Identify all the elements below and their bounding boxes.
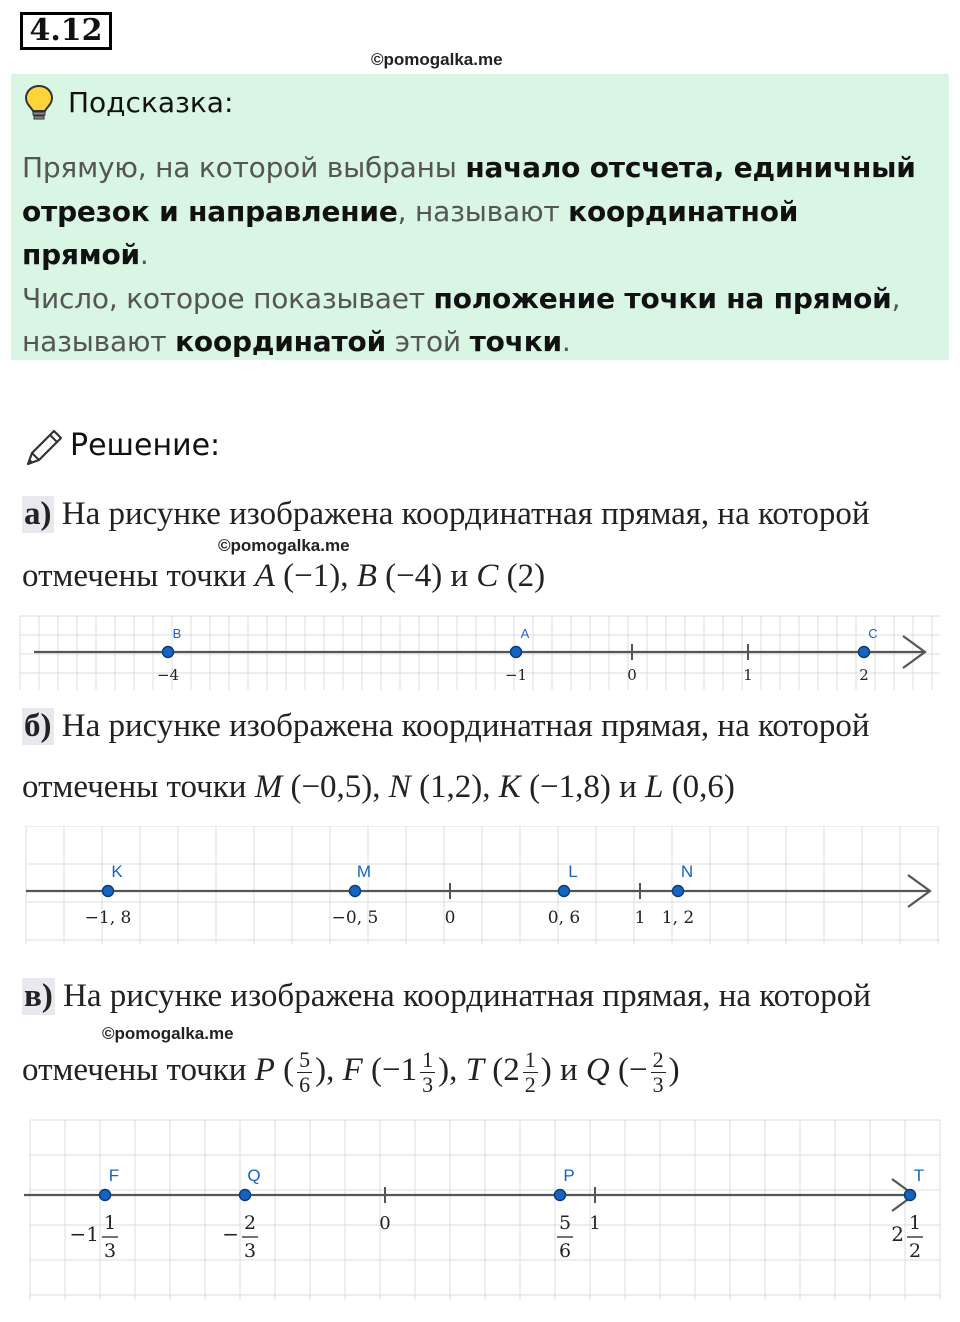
coord-label: −1 (504, 666, 528, 684)
point-q (239, 1190, 250, 1201)
point-label-c: C (868, 626, 878, 641)
tick-label: 0 (627, 666, 637, 684)
point-f (100, 1190, 111, 1201)
part-a-label: а) (24, 496, 52, 532)
task-number: 4.12 (20, 12, 112, 50)
point-l (559, 886, 570, 897)
tick-label: 1 (743, 666, 753, 684)
tick-label: 0 (379, 1213, 391, 1234)
watermark: ©pomogalka.me (371, 50, 503, 69)
coord-label: −0, 5 (331, 908, 379, 928)
coord-label: − (222, 1222, 239, 1246)
point-label-t: T (913, 1166, 925, 1185)
hint-title: Подсказка: (68, 86, 234, 119)
part-a-line1: а) На рисунке изображена координатная прямая, на которой (24, 496, 870, 532)
coord-num: 1 (103, 1212, 117, 1234)
point-label-q: Q (247, 1166, 261, 1185)
solution-title: Решение: (70, 428, 221, 463)
watermark: ©pomogalka.me (102, 1024, 234, 1043)
lightbulb-icon (24, 84, 54, 122)
coord-num: 5 (558, 1212, 572, 1234)
point-label-k: K (111, 862, 123, 881)
point-label-a: A (520, 626, 530, 641)
tick-label: 1 (634, 908, 646, 928)
part-c-label: в) (24, 978, 53, 1014)
part-c-line1: в) На рисунке изображена координатная прямая, на которой (24, 978, 871, 1014)
coord-label: 2 (891, 1222, 904, 1246)
coord-label: 1, 2 (661, 908, 695, 928)
number-line-a (0, 612, 960, 690)
point-label-p: P (563, 1166, 575, 1185)
point-label-b: B (172, 626, 182, 641)
point-k (103, 886, 114, 897)
point-label-m: M (356, 862, 372, 881)
point-m (350, 886, 361, 897)
point-label-n: N (680, 862, 694, 881)
part-b-line1: б) На рисунке изображена координатная прямая, на которой (24, 708, 870, 744)
part-a-line2: отмечены точки A (−1), B (−4) и C (2) (22, 558, 546, 594)
watermark: ©pomogalka.me (218, 536, 350, 555)
hint-text: Прямую, на которой выбраны начало отсчета, единичный отрезок и направление, называют координатной прямой. Число, которое показывает положение точки на прямой, называют координатой этой точки. (22, 151, 916, 358)
coord-label: −4 (156, 666, 180, 684)
coord-label: −1 (69, 1222, 100, 1246)
part-b-label: б) (24, 708, 52, 744)
coord-num: 1 (908, 1212, 922, 1234)
point-p (554, 1190, 565, 1201)
point-label-f: F (108, 1166, 120, 1185)
coord-den: 2 (908, 1240, 922, 1262)
coord-label: 0, 6 (547, 908, 581, 928)
coord-label: −1, 8 (84, 908, 132, 928)
coord-num: 2 (243, 1212, 257, 1234)
coord-den: 3 (243, 1240, 257, 1262)
part-c-line2: отмечены точки P ( $\frac{5}{6}$ ), F (−1 $\frac{1}{3}$ ), T (2 $\frac{1}{2}$ ) и Q (− $\frac{2}{3}$ ) (22, 1047, 680, 1097)
tick-label: 0 (444, 908, 456, 928)
number-line-c (0, 1116, 960, 1300)
coord-label: 2 (859, 666, 869, 684)
part-b-line2: отмечены точки M (−0,5), N (1,2), K (−1,8) и L (0,6) (22, 769, 735, 805)
pencil-icon (22, 426, 66, 470)
point-label-l: L (568, 862, 578, 881)
coord-den: 6 (558, 1240, 572, 1262)
point-n (673, 886, 684, 897)
point-c (859, 647, 870, 658)
point-b (163, 647, 174, 658)
point-t (905, 1190, 916, 1201)
tick-label: 1 (589, 1213, 601, 1234)
point-a (511, 647, 522, 658)
number-line-b (0, 826, 960, 944)
coord-den: 3 (103, 1240, 117, 1262)
